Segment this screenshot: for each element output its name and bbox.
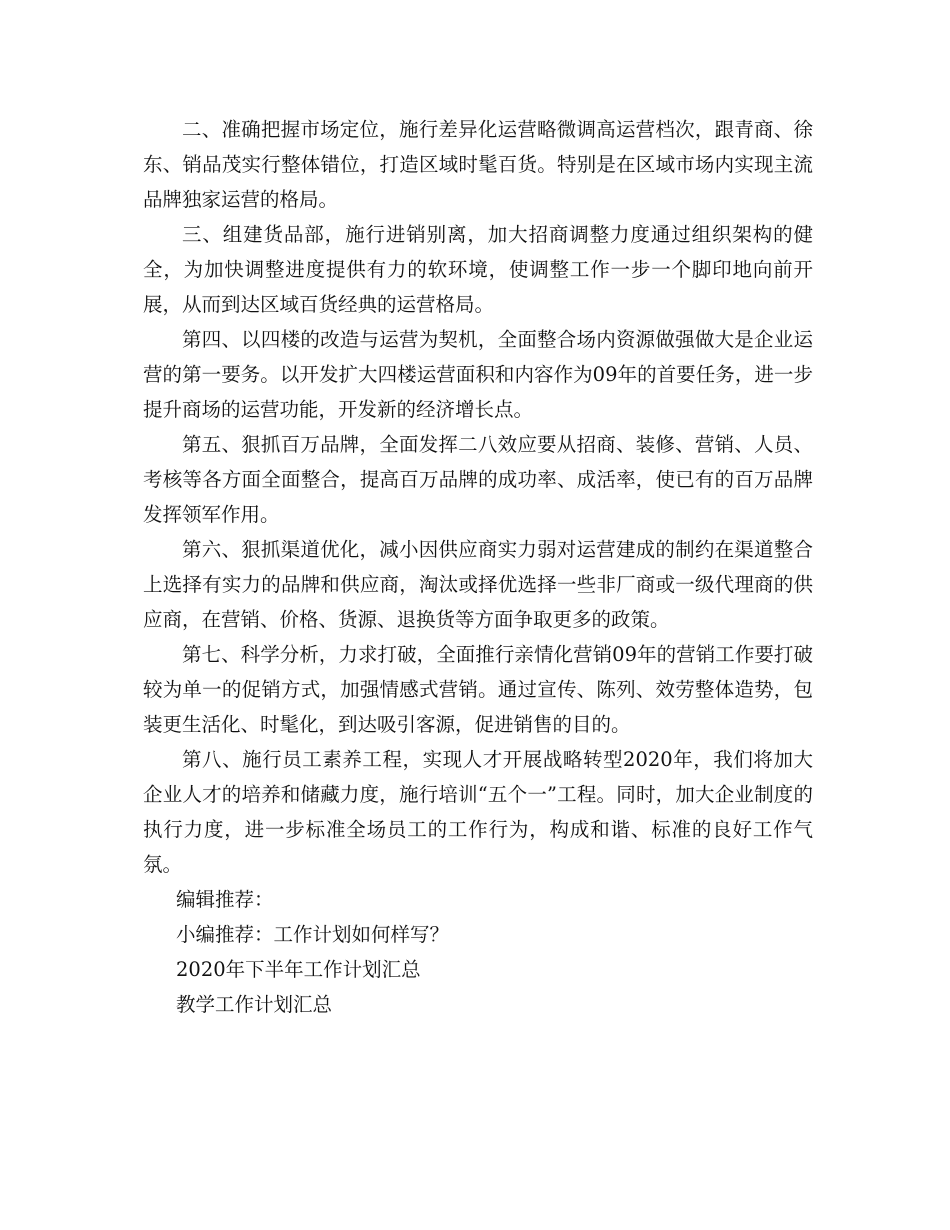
recommend-link-1[interactable]: 小编推荐：工作计划如何样写？ <box>176 923 450 946</box>
recommend-link-2[interactable]: 2020年下半年工作计划汇总 <box>176 958 421 981</box>
recommend-link-3[interactable]: 教学工作计划汇总 <box>176 993 333 1016</box>
paragraph-5: 第五、狠抓百万品牌，全面发挥二八效应要从招商、装修、营销、人员、考核等各方面全面整合，提高百万品牌的成功率、成活率，使已有的百万品牌发挥领军作用。 <box>143 433 813 526</box>
recommend-title: 编辑推荐： <box>176 888 274 911</box>
recommend-list <box>143 917 813 1022</box>
paragraph-7: 第七、科学分析，力求打破，全面推行亲情化营销09年的营销工作要打破较为单一的促销方式，加强情感式营销。通过宣传、陈列、效劳整体造势，包装更生活化、时髦化，到达吸引客源，促进销售的目的。 <box>143 643 813 736</box>
paragraph-6: 第六、狠抓渠道优化，减小因供应商实力弱对运营建成的制约在渠道整合上选择有实力的品牌和供应商，淘汰或择优选择一些非厂商或一级代理商的供应商，在营销、价格、货源、退换货等方面争取更多的政策。 <box>143 538 813 631</box>
document-body <box>143 112 813 1022</box>
paragraph-2: 二、准确把握市场定位，施行差异化运营略微调高运营档次，跟青商、徐东、销品茂实行整体错位，打造区域时髦百货。特别是在区域市场内实现主流品牌独家运营的格局。 <box>143 118 813 211</box>
paragraph-8: 第八、施行员工素养工程，实现人才开展战略转型2020年，我们将加大企业人才的培养和储藏力度，施行培训“五个一”工程。同时，加大企业制度的执行力度，进一步标准全场员工的工作行为，构成和谐、标准的良好工作气氛。 <box>143 748 813 876</box>
paragraph-3: 三、组建货品部，施行进销别离，加大招商调整力度通过组织架构的健全，为加快调整进度提供有力的软环境，使调整工作一步一个脚印地向前开展，从而到达区域百货经典的运营格局。 <box>143 223 813 316</box>
paragraph-4: 第四、以四楼的改造与运营为契机，全面整合场内资源做强做大是企业运营的第一要务。以开发扩大四楼运营面积和内容作为09年的首要任务，进一步提升商场的运营功能，开发新的经济增长点。 <box>143 328 813 421</box>
